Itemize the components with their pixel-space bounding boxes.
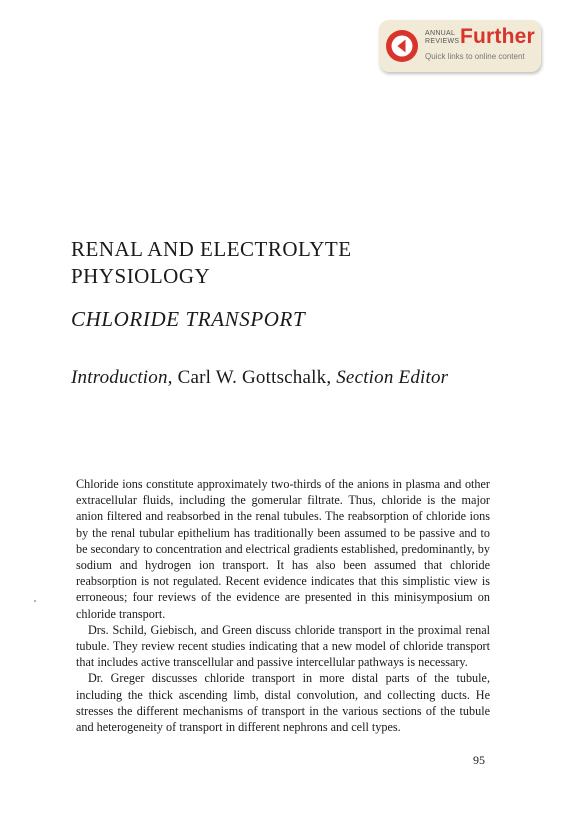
- section-title: RENAL AND ELECTROLYTE PHYSIOLOGY: [71, 237, 352, 288]
- annual-reviews-further-badge[interactable]: [379, 20, 541, 72]
- page-number: 95: [473, 753, 485, 767]
- back-arrow-circle-icon: [385, 29, 419, 63]
- introduction-byline: [71, 367, 448, 389]
- further-label: Further: [460, 25, 535, 48]
- paragraph: Chloride ions constitute approximately two-thirds of the anions in plasma and other extracellular fluids, including the gomerular filtrate. Thus, chloride is the major anion filtered and reabsorbed in the renal tubules. The reabsorption of chloride ions by the renal tubular epithelium has traditionally been assumed to be passive and to be secondary to concentration and electrical gradients established, predominantly, by sodium and hydrogen ion transport. It has also been assumed that chloride reabsorption is not regulated. Recent evidence indicates that this simplistic view is erroneous; four reviews of the evidence are presented in this minisymposium on chloride transport.: [76, 477, 490, 621]
- badge-subtitle: Quick links to online content: [425, 52, 525, 61]
- intro-label: Introduction,: [71, 367, 173, 388]
- margin-mark: [34, 600, 36, 602]
- paragraph: Dr. Greger discusses chloride transport in more distal parts of the tubule, including the thick ascending limb, distal convolution, and collecting ducts. He stresses the different mechanisms of transport in the various sections of the tubule and heterogeneity of transport in different nephrons and cell types.: [76, 671, 490, 735]
- annual-reviews-logo-text: ANNUAL REVIEWS: [425, 30, 460, 45]
- section-subtitle: CHLORIDE TRANSPORT: [71, 307, 306, 331]
- article-body: [76, 476, 490, 735]
- paragraph: Drs. Schild, Giebisch, and Green discuss chloride transport in the proximal renal tubule. They review recent studies indicating that a new model of chloride transport that includes active transcellular and passive intercellular pathways is necessary.: [76, 622, 490, 670]
- intro-author: Carl W. Gottschalk,: [177, 367, 332, 388]
- intro-role: Section Editor: [336, 367, 449, 388]
